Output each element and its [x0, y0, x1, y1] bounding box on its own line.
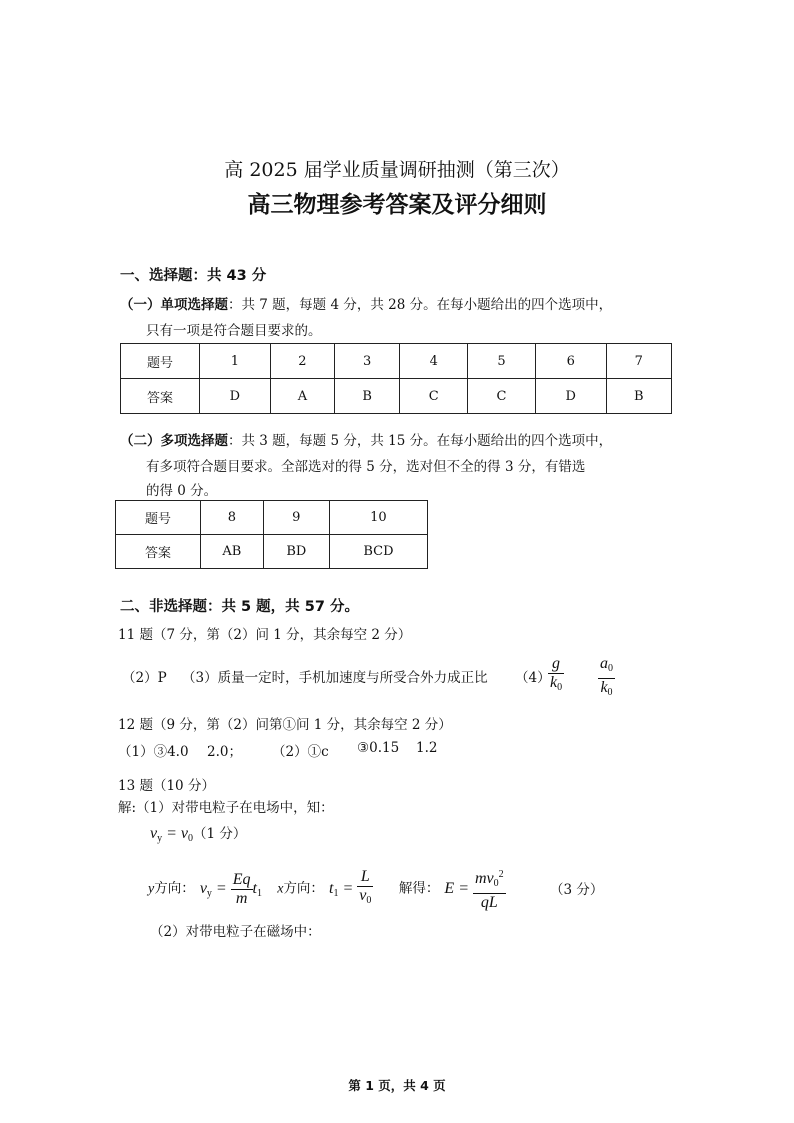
question-number: 6: [535, 344, 606, 379]
table-row-questions: [121, 344, 672, 379]
document-title: 高 2025 届学业质量调研抽测（第三次）: [224, 159, 570, 181]
variable: x: [277, 881, 284, 897]
variable: v: [150, 825, 158, 842]
fraction-denominator: k: [600, 679, 608, 696]
fraction-denominator: m: [235, 889, 248, 907]
multi-choice-instructions-3: 的得 0 分。: [146, 483, 218, 499]
subscript: 0: [188, 833, 194, 844]
multi-choice-label: （二）多项选择题: [120, 433, 228, 449]
subscript: 0: [608, 663, 613, 674]
q12-title: 12 题（9 分，第（2）问第①问 1 分，其余每空 2 分）: [118, 717, 452, 733]
table-row-answers: [121, 379, 672, 414]
q13-points-3: （3 分）: [550, 882, 604, 898]
question-number: 4: [400, 344, 468, 379]
answer-cell: D: [535, 379, 606, 414]
subscript: 0: [493, 878, 499, 889]
answer-cell: BCD: [329, 535, 427, 569]
multi-choice-instructions: [120, 429, 612, 449]
answer-cell: A: [270, 379, 334, 414]
fraction-numerator: Eq: [232, 870, 251, 888]
fraction-numerator: a: [600, 655, 608, 672]
fraction-numerator: mv: [475, 870, 494, 887]
multi-choice-instructions-2: 有多项符合题目要求。全部选对的得 5 分，选对但不全的得 3 分，有错选: [146, 459, 586, 475]
fraction-denominator: k: [550, 674, 558, 691]
row-label-question: 题号: [121, 344, 200, 379]
q12-answer-5: 1.2: [416, 740, 438, 756]
subscript: 0: [607, 687, 613, 698]
single-choice-instructions: [120, 293, 612, 313]
answer-cell: BD: [263, 535, 329, 569]
answer-cell: B: [606, 379, 671, 414]
row-label-answer: 答案: [121, 379, 200, 414]
section-heading-choice: 一、选择题：共 43 分: [120, 268, 267, 284]
q13-part2: （2）对带电粒子在磁场中：: [150, 924, 321, 940]
question-number: 3: [335, 344, 400, 379]
answer-cell: C: [468, 379, 536, 414]
question-number: 1: [200, 344, 271, 379]
solve-label: 解得：: [398, 880, 440, 897]
superscript: 2: [498, 869, 504, 880]
page-number: 第 1 页，共 4 页: [348, 1078, 446, 1093]
fraction-numerator: g: [548, 655, 564, 674]
table-row-questions: [116, 501, 428, 535]
question-number: 7: [606, 344, 671, 379]
single-choice-answer-table: [120, 343, 672, 414]
answer-cell: C: [400, 379, 468, 414]
document-subtitle: 高三物理参考答案及评分细则: [247, 192, 547, 218]
question-number: 10: [329, 501, 427, 535]
q11-title: 11 题（7 分，第（2）问 1 分，其余每空 2 分）: [118, 627, 412, 643]
q13-intro: 解:（1）对带电粒子在电场中，知：: [118, 800, 334, 816]
single-choice-text: ：共 7 题，每题 4 分，共 28 分。在每小题给出的四个选项中，: [228, 297, 613, 313]
q11-answer-3: （3）质量一定时，手机加速度与所受合外力成正比: [182, 670, 488, 686]
row-label-question: 题号: [116, 501, 201, 535]
variable: y: [148, 881, 155, 897]
subscript: 0: [557, 682, 563, 693]
fraction-denominator: v: [359, 887, 367, 904]
variable: v: [180, 825, 189, 842]
direction-label: 方向：: [283, 880, 324, 897]
q12-answer-3: （2）①c: [272, 744, 329, 760]
points: （1 分）: [193, 826, 247, 842]
q12-answer-4: ③0.15: [357, 740, 400, 756]
answer-cell: B: [335, 379, 400, 414]
subscript: 1: [256, 887, 262, 899]
single-choice-instructions-2: 只有一项是符合题目要求的。: [146, 323, 322, 339]
q11-fraction-g-over-k0: [548, 655, 564, 697]
q11-answer-2: （2）P: [122, 670, 167, 686]
q11-answer-4-label: （4）: [515, 670, 551, 686]
direction-label: 方向：: [154, 880, 195, 897]
fraction-numerator: L: [357, 868, 373, 887]
table-row-answers: [116, 535, 428, 569]
section-heading-nonchoice: 二、非选择题：共 5 题，共 57 分。: [120, 599, 359, 615]
answer-cell: AB: [201, 535, 264, 569]
q13-title: 13 题（10 分）: [118, 778, 215, 794]
question-number: 2: [270, 344, 334, 379]
question-number: 9: [263, 501, 329, 535]
q12-answer-2: 2.0；: [207, 744, 242, 760]
subscript: 0: [366, 895, 372, 906]
question-number: 5: [468, 344, 536, 379]
multi-choice-text: ：共 3 题，每题 5 分，共 15 分。在每小题给出的四个选项中，: [228, 433, 613, 449]
fraction-denominator: qL: [480, 894, 498, 911]
single-choice-label: （一）单项选择题: [120, 297, 228, 313]
row-label-answer: 答案: [116, 535, 201, 569]
question-number: 8: [201, 501, 264, 535]
subscript: y: [157, 833, 163, 844]
variable: t: [252, 879, 257, 897]
answer-cell: D: [200, 379, 271, 414]
q13-equation-1: $v_y = v_0(1$ 分）: [150, 825, 247, 844]
q12-answer-1: （1）③4.0: [118, 744, 189, 760]
q13-equation-2: y方向： $v_y$ = $\frac{Eq}{m}$ $t_1$ x方向： $t_1$ = $\frac{L}{v_0}$ 解得： E = $\frac{mv_0^2}{qL}$: [148, 868, 504, 911]
q11-fraction-a0-over-k0: [598, 655, 615, 702]
multi-choice-answer-table: [115, 500, 428, 569]
